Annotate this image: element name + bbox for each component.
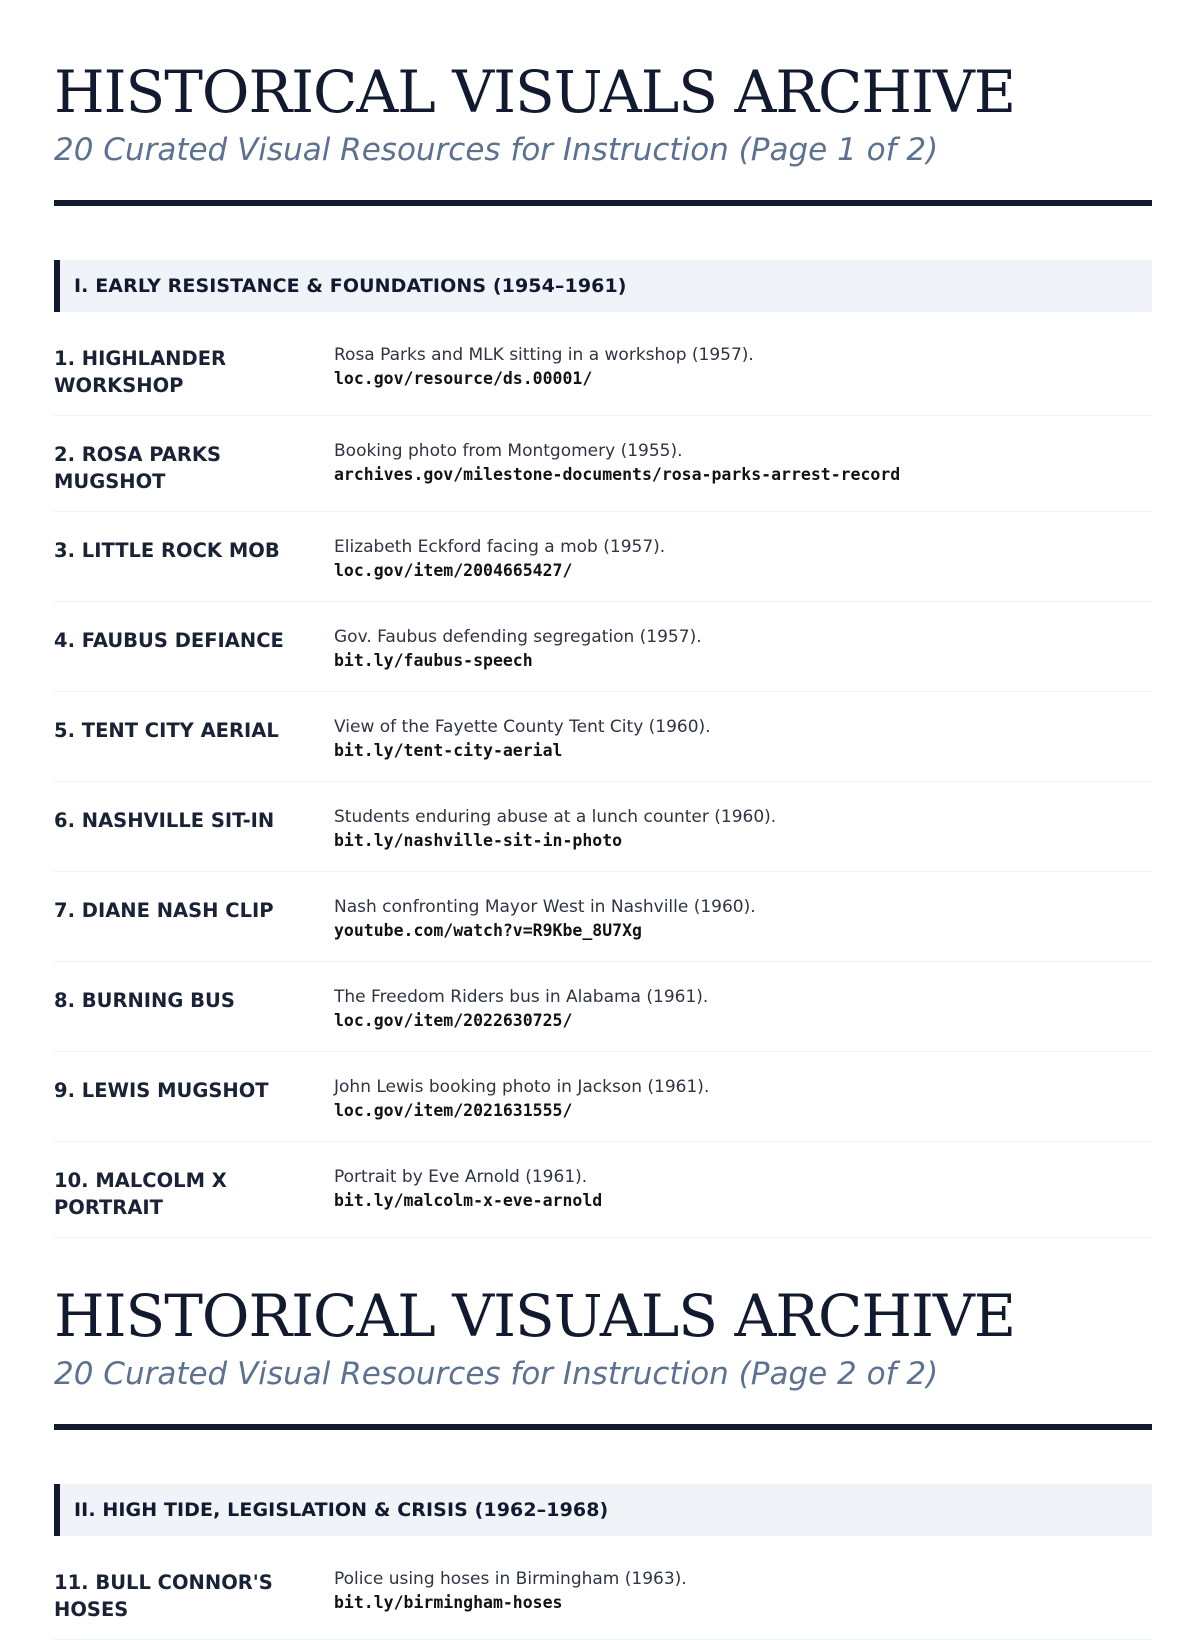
entry-body — [334, 1166, 1152, 1237]
entry-title: 5. TENT CITY AERIAL — [54, 719, 279, 742]
entry-url[interactable]: archives.gov/milestone-documents/rosa-parks-arrest-record — [334, 465, 901, 484]
page-1 — [54, 0, 1152, 1238]
entry-description: Booking photo from Montgomery (1955). — [334, 441, 683, 461]
entry-url[interactable]: bit.ly/faubus-speech — [334, 651, 533, 670]
page-title: HISTORICAL VISUALS ARCHIVE — [54, 58, 1016, 126]
page-subtitle: 20 Curated Visual Resources for Instruction (Page 1 of 2) — [54, 132, 939, 168]
entry-url[interactable]: loc.gov/item/2022630725/ — [334, 1011, 573, 1030]
document — [54, 0, 1152, 1640]
page-subtitle: 20 Curated Visual Resources for Instruction (Page 2 of 2) — [54, 1356, 939, 1392]
entry-url[interactable]: loc.gov/resource/ds.00001/ — [334, 369, 593, 388]
entry-description: Students enduring abuse at a lunch counter (1960). — [334, 807, 777, 827]
page-2 — [54, 1238, 1152, 1640]
entry-row — [54, 692, 1152, 782]
entry-title: 3. LITTLE ROCK MOB — [54, 539, 280, 562]
entry-url[interactable]: youtube.com/watch?v=R9Kbe_8U7Xg — [334, 921, 642, 940]
section-header: I. EARLY RESISTANCE & FOUNDATIONS (1954–1961) — [54, 260, 1152, 312]
entry-body — [334, 344, 1152, 415]
entry-body — [334, 806, 1152, 871]
entry-description: Gov. Faubus defending segregation (1957). — [334, 627, 702, 647]
entry-body — [334, 440, 1152, 511]
entry-description: Police using hoses in Birmingham (1963). — [334, 1569, 687, 1589]
entry-description: Nash confronting Mayor West in Nashville (1960). — [334, 897, 756, 917]
entry-row — [54, 962, 1152, 1052]
entry-title: 7. DIANE NASH CLIP — [54, 899, 274, 922]
entry-title: 9. LEWIS MUGSHOT — [54, 1079, 269, 1102]
title-divider — [54, 1424, 1152, 1430]
entry-body — [334, 626, 1152, 691]
entry-url[interactable]: loc.gov/item/2004665427/ — [334, 561, 573, 580]
entry-title: 11. BULL CONNOR'S HOSES — [54, 1571, 273, 1621]
entry-title: 6. NASHVILLE SIT-IN — [54, 809, 275, 832]
entry-row — [54, 320, 1152, 416]
entry-url[interactable]: loc.gov/item/2021631555/ — [334, 1101, 573, 1120]
entry-title: 2. ROSA PARKS MUGSHOT — [54, 443, 222, 493]
title-divider — [54, 200, 1152, 206]
entry-row — [54, 1142, 1152, 1238]
entry-title: 4. FAUBUS DEFIANCE — [54, 629, 284, 652]
entry-list — [54, 320, 1152, 1238]
entry-body — [334, 896, 1152, 961]
entry-url[interactable]: bit.ly/tent-city-aerial — [334, 741, 563, 760]
entry-body — [334, 986, 1152, 1051]
entry-list — [54, 1544, 1152, 1640]
entry-title: 1. HIGHLANDER WORKSHOP — [54, 347, 227, 397]
entry-url[interactable]: bit.ly/birmingham-hoses — [334, 1593, 563, 1612]
entry-description: Elizabeth Eckford facing a mob (1957). — [334, 537, 666, 557]
page-title: HISTORICAL VISUALS ARCHIVE — [54, 1282, 1016, 1350]
entry-url[interactable]: bit.ly/malcolm-x-eve-arnold — [334, 1191, 603, 1210]
entry-row — [54, 602, 1152, 692]
entry-row — [54, 872, 1152, 962]
entry-body — [334, 536, 1152, 601]
entry-row — [54, 416, 1152, 512]
entry-row — [54, 512, 1152, 602]
entry-description: Portrait by Eve Arnold (1961). — [334, 1167, 588, 1187]
entry-description: View of the Fayette County Tent City (1960). — [334, 717, 711, 737]
entry-title: 10. MALCOLM X PORTRAIT — [54, 1169, 227, 1219]
entry-url[interactable]: bit.ly/nashville-sit-in-photo — [334, 831, 623, 850]
entry-row — [54, 1052, 1152, 1142]
entry-row — [54, 1544, 1152, 1640]
section-header: II. HIGH TIDE, LEGISLATION & CRISIS (1962–1968) — [54, 1484, 1152, 1536]
entry-description: Rosa Parks and MLK sitting in a workshop (1957). — [334, 345, 754, 365]
entry-description: The Freedom Riders bus in Alabama (1961). — [334, 987, 709, 1007]
entry-title: 8. BURNING BUS — [54, 989, 235, 1012]
entry-body — [334, 1076, 1152, 1141]
entry-body — [334, 716, 1152, 781]
entry-description: John Lewis booking photo in Jackson (1961). — [334, 1077, 710, 1097]
entry-row — [54, 782, 1152, 872]
entry-body — [334, 1568, 1152, 1639]
